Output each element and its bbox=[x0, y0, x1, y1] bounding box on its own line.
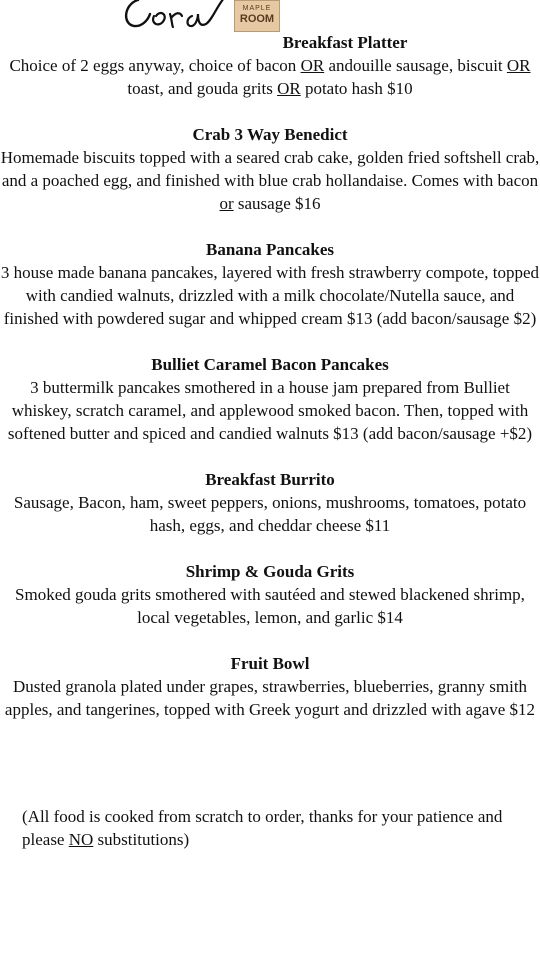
menu-item bbox=[0, 652, 540, 721]
underlined-emphasis: OR bbox=[277, 79, 301, 98]
text-segment: sausage $16 bbox=[233, 194, 321, 213]
badge-top-text: MAPLE bbox=[242, 5, 272, 12]
badge-bottom-text: ROOM bbox=[239, 13, 275, 25]
menu-item-title: Fruit Bowl bbox=[230, 654, 310, 673]
menu-item bbox=[0, 560, 540, 629]
underlined-emphasis: OR bbox=[300, 56, 325, 75]
underlined-emphasis: or bbox=[219, 194, 234, 213]
text-segment: toast, and gouda grits bbox=[127, 79, 278, 98]
menu-item bbox=[0, 238, 540, 330]
text-segment: 3 house made banana pancakes, layered with fresh strawberry compote, topped with candied walnuts, drizzled with a milk chocolate/Nutella sauce, and finished with powdered sugar and whipped cream $13 (add bacon/sausage $2) bbox=[0, 263, 540, 328]
restaurant-logo bbox=[120, 0, 320, 34]
text-segment: Smoked gouda grits smothered with sautéed and stewed blackened shrimp, local vegetables, lemon, and garlic $14 bbox=[15, 585, 525, 627]
menu-item-title: Breakfast Platter bbox=[282, 33, 408, 52]
menu-item-description bbox=[0, 491, 540, 537]
underlined-emphasis: NO bbox=[68, 830, 94, 849]
text-segment: Choice of 2 eggs anyway, choice of bacon bbox=[9, 56, 301, 75]
menu-item-description bbox=[0, 583, 540, 629]
maple-room-badge bbox=[234, 0, 280, 32]
menu-item-title: Breakfast Burrito bbox=[205, 470, 335, 489]
breakfast-menu bbox=[0, 31, 540, 721]
menu-item bbox=[0, 31, 540, 100]
menu-item-title: Shrimp & Gouda Grits bbox=[185, 562, 355, 581]
underlined-emphasis: OR bbox=[506, 56, 531, 75]
menu-item-description bbox=[0, 54, 540, 100]
menu-item-description bbox=[0, 376, 540, 445]
menu-item bbox=[0, 468, 540, 537]
text-segment: andouille sausage, biscuit bbox=[324, 56, 507, 75]
menu-item bbox=[0, 123, 540, 215]
text-segment: (All food is cooked from scratch to order, thanks for your patience and please bbox=[22, 807, 503, 849]
text-segment: Sausage, Bacon, ham, sweet peppers, onions, mushrooms, tomatoes, potato hash, eggs, and cheddar cheese $11 bbox=[13, 493, 527, 535]
text-segment: Homemade biscuits topped with a seared crab cake, golden fried softshell crab, and a poached egg, and finished with blue crab hollandaise. Comes with bacon bbox=[0, 148, 540, 190]
menu-item bbox=[0, 353, 540, 445]
menu-item-title: Crab 3 Way Benedict bbox=[192, 125, 348, 144]
menu-footer-note bbox=[22, 805, 522, 851]
menu-item-title: Banana Pancakes bbox=[206, 240, 334, 259]
text-segment: Dusted granola plated under grapes, strawberries, blueberries, granny smith apples, and tangerines, topped with Greek yogurt and drizzled with agave $12 bbox=[4, 677, 536, 719]
menu-item-description bbox=[0, 261, 540, 330]
text-segment: substitutions) bbox=[93, 830, 190, 849]
script-logo-mark bbox=[120, 0, 230, 34]
text-segment: potato hash $10 bbox=[300, 79, 413, 98]
text-segment: 3 buttermilk pancakes smothered in a house jam prepared from Bulliet whiskey, scratch caramel, and applewood smoked bacon. Then, topped with softened butter and spiced and candied walnuts $13 (add bacon/sausage +$2) bbox=[7, 378, 533, 443]
menu-item-description bbox=[0, 146, 540, 215]
menu-item-title: Bulliet Caramel Bacon Pancakes bbox=[151, 355, 389, 374]
menu-item-description bbox=[0, 675, 540, 721]
